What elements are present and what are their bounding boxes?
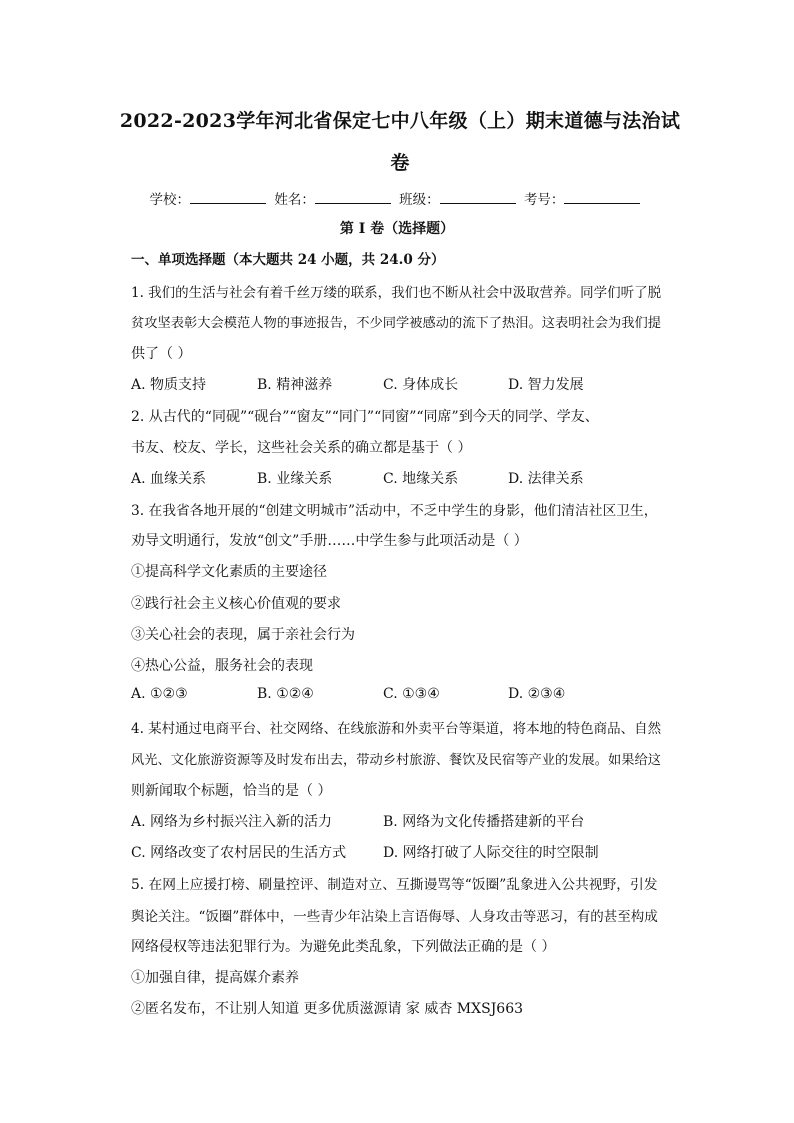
q2-option-b: B. 业缘关系 [257, 471, 333, 487]
q2-option-c: C. 地缘关系 [383, 471, 459, 487]
q1-line3: 供了（ ） [131, 346, 192, 362]
q4-option-b: B. 网络为文化传播搭建新的平台 [383, 814, 585, 830]
q1-line2: 贫攻坚表彰大会模范人物的事迹报告，不少同学被感动的流下了热泪。这表明社会为我们提 [131, 316, 662, 331]
q3-line2: 劝导文明通行，发放“创文”手册……中学生参与此项活动是（ ） [131, 533, 528, 549]
q4-line2: 风光、文化旅游资源等及时发布出去，带动乡村旅游、餐饮及民宿等产业的发展。如果给这 [131, 753, 662, 768]
q1-option-c: C. 身体成长 [383, 377, 459, 393]
school-label: 学校： [149, 192, 191, 208]
q3-option-d: D. ②③④ [508, 686, 566, 702]
q2-line2: 书友、校友、学长，这些社会关系的确立都是基于（ ） [131, 440, 472, 456]
school-blank [190, 189, 266, 204]
q4-option-c: C. 网络改变了农村居民的生活方式 [131, 845, 347, 861]
q4-option-a: A. 网络为乡村振兴注入新的活力 [131, 814, 333, 830]
q2-line1: 2. 从古代的“同砚”“砚台”“窗友”“同门”“同窗”“同席”到今天的同学、学友、 [131, 409, 599, 425]
q4-line3: 则新闻取个标题，恰当的是（ ） [131, 783, 332, 799]
q5-statement-2: ②匿名发布，不让别人知道 更多优质滋源请 家 威杏 MXSJ663 [131, 1001, 524, 1017]
q3-statement-1: ①提高科学文化素质的主要途径 [131, 564, 327, 580]
volume-heading: 第 I 卷（选择题） [339, 221, 455, 237]
q4-option-d: D. 网络打破了人际交往的时空限制 [383, 845, 599, 861]
class-label: 班级： [399, 192, 440, 208]
section-heading: 一、单项选择题（本大题共 24 小题，共 24.0 分） [131, 252, 445, 268]
exam-no-label: 考号： [523, 192, 565, 208]
name-label: 姓名： [274, 192, 315, 208]
q1-option-d: D. 智力发展 [508, 377, 584, 393]
student-info-row [0, 188, 794, 208]
q5-line2: 舆论关注。“饭圈”群体中，一些青少年沾染上言语侮辱、人身攻击等恶习，有的甚至构成 [131, 909, 658, 925]
name-blank [315, 189, 391, 204]
q5-line3: 网络侵权等违法犯罪行为。为避免此类乱象，下列做法正确的是（ ） [131, 939, 556, 955]
q3-statement-3: ③关心社会的表现，属于亲社会行为 [131, 627, 355, 643]
exam-title-line1: 2022-2023学年河北省保定七中八年级（上）期末道德与法治试 [119, 110, 681, 132]
q3-line1: 3. 在我省各地开展的“创建文明城市”活动中，不乏中学生的身影，他们清洁社区卫生， [131, 503, 658, 519]
q1-option-b: B. 精神滋养 [257, 377, 333, 393]
exam-title-line2: 卷 [390, 152, 410, 174]
q3-option-b: B. ①②④ [257, 686, 314, 702]
exam-no-blank [564, 189, 640, 204]
q1-line1: 1. 我们的生活与社会有着千丝万缕的联系，我们也不断从社会中汲取营养。同学们听了脱 [131, 285, 662, 301]
q5-statement-1: ①加强自律，提高媒介素养 [131, 970, 299, 986]
q3-statement-2: ②践行社会主义核心价值观的要求 [131, 596, 341, 612]
class-blank [440, 189, 516, 204]
q3-option-a: A. ①②③ [131, 686, 188, 702]
q3-option-c: C. ①③④ [383, 686, 440, 702]
q2-option-a: A. 血缘关系 [131, 471, 207, 487]
q5-line1: 5. 在网上应援打榜、刷量控评、制造对立、互撕谩骂等“饭圈”乱象进入公共视野，引发 [131, 877, 658, 893]
q3-statement-4: ④热心公益，服务社会的表现 [131, 658, 313, 674]
q1-option-a: A. 物质支持 [131, 377, 207, 393]
q4-line1: 4. 某村通过电商平台、社交网络、在线旅游和外卖平台等渠道，将本地的特色商品、自然 [131, 721, 662, 737]
q2-option-d: D. 法律关系 [508, 471, 584, 487]
